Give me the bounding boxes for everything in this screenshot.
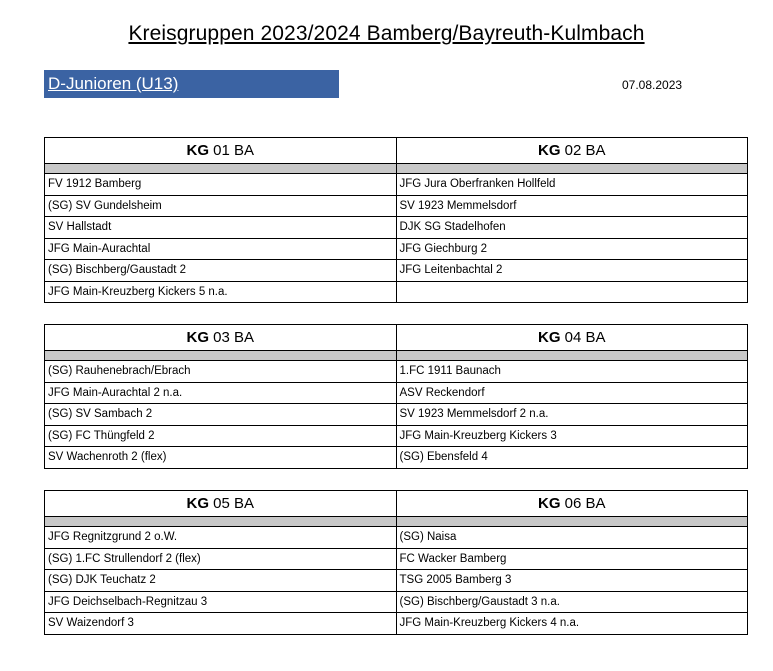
- team-cell: SV Waizendorf 3: [45, 613, 397, 635]
- team-cell: [396, 281, 748, 303]
- team-cell: (SG) Bischberg/Gaustadt 2: [45, 260, 397, 282]
- team-cell: DJK SG Stadelhofen: [396, 217, 748, 239]
- document-date: 07.08.2023: [622, 78, 683, 92]
- team-cell: (SG) Ebensfeld 4: [396, 447, 748, 469]
- team-cell: (SG) SV Gundelsheim: [45, 195, 397, 217]
- group-table: [44, 137, 748, 303]
- team-cell: SV 1923 Memmelsdorf 2 n.a.: [396, 404, 748, 426]
- group-header-kg06: KG 06 BA: [396, 491, 748, 517]
- team-cell: JFG Main-Aurachtal 2 n.a.: [45, 382, 397, 404]
- team-cell: FC Wacker Bamberg: [396, 548, 748, 570]
- team-cell: SV 1923 Memmelsdorf: [396, 195, 748, 217]
- team-cell: SV Hallstadt: [45, 217, 397, 239]
- team-cell: (SG) Naisa: [396, 527, 748, 549]
- group-header-kg04: KG 04 BA: [396, 325, 748, 351]
- team-cell: JFG Jura Oberfranken Hollfeld: [396, 174, 748, 196]
- team-cell: (SG) Bischberg/Gaustadt 3 n.a.: [396, 591, 748, 613]
- group-table: [44, 324, 748, 469]
- team-cell: JFG Main-Kreuzberg Kickers 3: [396, 425, 748, 447]
- team-cell: JFG Giechburg 2: [396, 238, 748, 260]
- team-cell: (SG) Rauhenebrach/Ebrach: [45, 361, 397, 383]
- separator-cell: [396, 517, 748, 527]
- group-header-kg05: KG 05 BA: [45, 491, 397, 517]
- team-cell: FV 1912 Bamberg: [45, 174, 397, 196]
- separator-cell: [45, 517, 397, 527]
- page-title: Kreisgruppen 2023/2024 Bamberg/Bayreuth-Kulmbach: [128, 22, 645, 45]
- team-cell: JFG Main-Kreuzberg Kickers 5 n.a.: [45, 281, 397, 303]
- group-table: [44, 490, 748, 635]
- team-cell: JFG Main-Kreuzberg Kickers 4 n.a.: [396, 613, 748, 635]
- team-cell: 1.FC 1911 Baunach: [396, 361, 748, 383]
- group-header-kg03: KG 03 BA: [45, 325, 397, 351]
- separator-cell: [396, 164, 748, 174]
- separator-cell: [45, 164, 397, 174]
- team-cell: (SG) SV Sambach 2: [45, 404, 397, 426]
- team-cell: JFG Regnitzgrund 2 o.W.: [45, 527, 397, 549]
- team-cell: (SG) DJK Teuchatz 2: [45, 570, 397, 592]
- group-header-kg01: KG 01 BA: [45, 138, 397, 164]
- team-cell: TSG 2005 Bamberg 3: [396, 570, 748, 592]
- team-cell: SV Wachenroth 2 (flex): [45, 447, 397, 469]
- team-cell: JFG Main-Aurachtal: [45, 238, 397, 260]
- group-header-kg02: KG 02 BA: [396, 138, 748, 164]
- team-cell: (SG) 1.FC Strullendorf 2 (flex): [45, 548, 397, 570]
- team-cell: JFG Leitenbachtal 2: [396, 260, 748, 282]
- team-cell: JFG Deichselbach-Regnitzau 3: [45, 591, 397, 613]
- separator-cell: [45, 351, 397, 361]
- team-cell: ASV Reckendorf: [396, 382, 748, 404]
- category-banner: D-Junioren (U13): [44, 70, 339, 98]
- team-cell: (SG) FC Thüngfeld 2: [45, 425, 397, 447]
- separator-cell: [396, 351, 748, 361]
